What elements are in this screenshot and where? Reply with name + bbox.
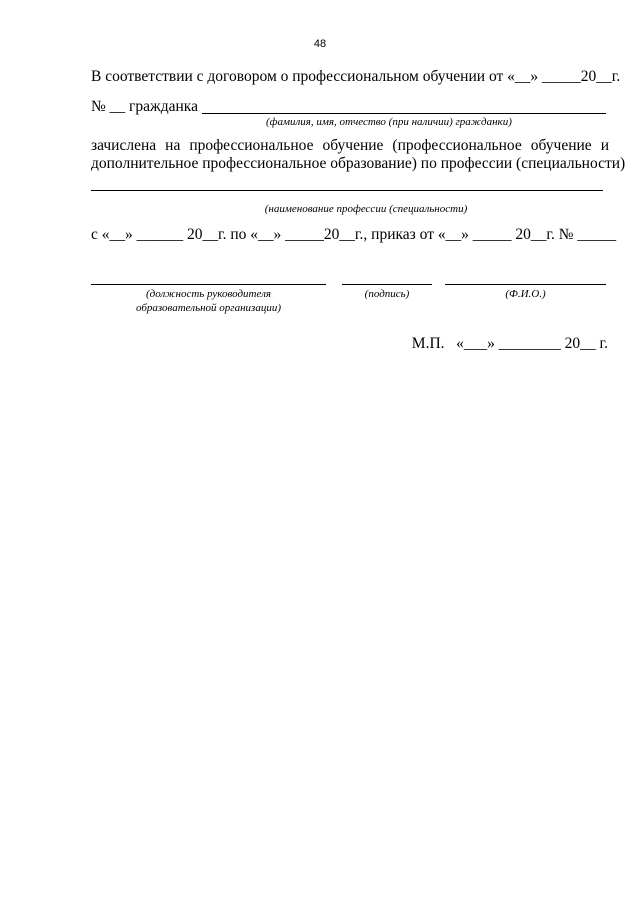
signature-caption: (подпись) (364, 288, 410, 300)
position-underline (91, 284, 326, 285)
position-caption-line-1: (должность руководителя (146, 288, 271, 300)
signature-underline (342, 284, 432, 285)
stamp-date-line: М.П. «___» ________ 20__ г. (411, 335, 608, 352)
position-caption-line-2: образовательной организации) (136, 302, 281, 314)
profession-caption: (наименование профессии (специальности) (264, 203, 468, 215)
contract-line: В соответствии с договором о профессиональном обучении от «__» _____20__г. (91, 68, 621, 85)
enrollment-line-1: зачислена на профессиональное обучение (профессиональное обучение и (91, 137, 609, 154)
citizen-name-caption: (фамилия, имя, отчество (при наличии) гражданки) (266, 116, 512, 128)
full-name-caption: (Ф.И.О.) (505, 288, 546, 300)
citizen-number-label: № __ гражданка (91, 98, 198, 115)
enrollment-line-2: дополнительное профессиональное образование) по профессии (специальности) (91, 155, 626, 172)
profession-underline (91, 190, 603, 191)
dates-order-line: с «__» ______ 20__г. по «__» _____20__г., приказ от «__» _____ 20__г. № _____ (91, 226, 617, 243)
citizen-name-underline (202, 113, 606, 114)
page-number: 48 (313, 38, 327, 50)
full-name-underline (445, 284, 606, 285)
